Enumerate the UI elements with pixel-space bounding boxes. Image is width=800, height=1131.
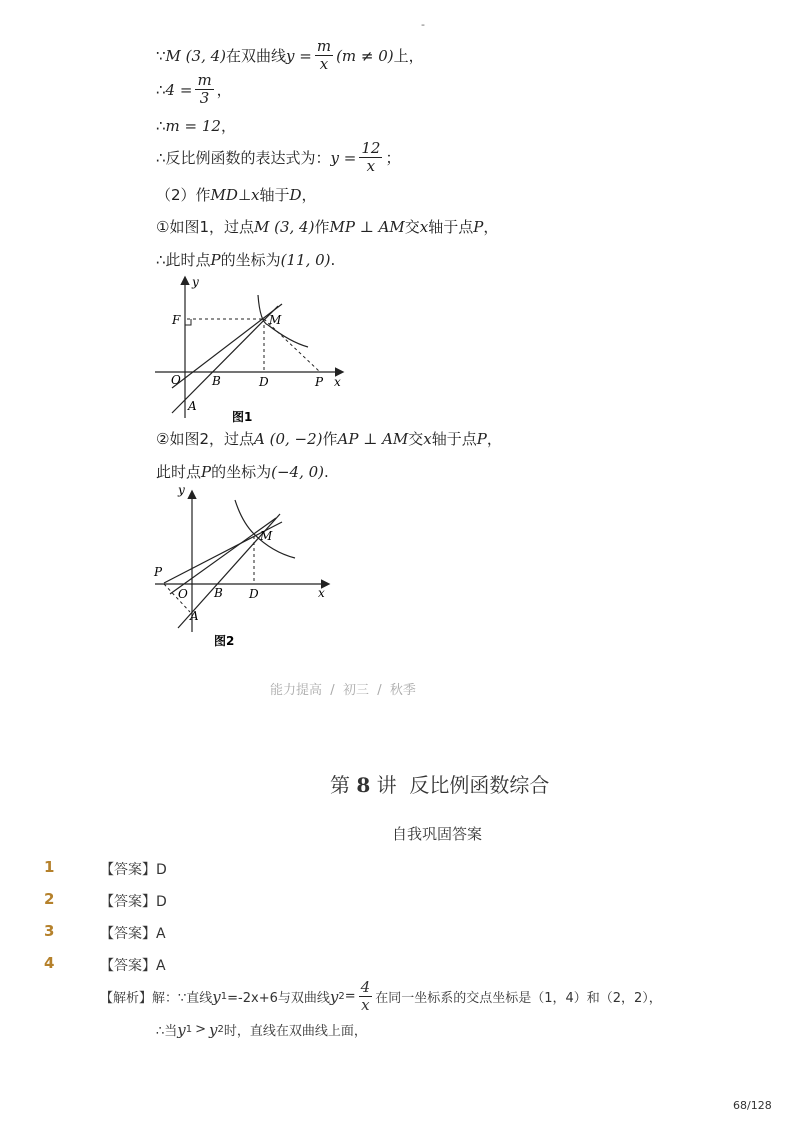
solution-line-4 [156, 140, 400, 175]
label-d: D [249, 587, 259, 601]
text: ， [220, 117, 236, 135]
math-expr: (m ≠ 0) [336, 46, 394, 65]
solution-line-2 [156, 72, 232, 107]
text: 交 [408, 430, 424, 448]
math-expr: M (3, 4) [165, 46, 227, 65]
denominator: 3 [199, 89, 210, 107]
math-expr: x [251, 185, 260, 204]
page-mark: - [421, 18, 425, 31]
page-number: 68/128 [733, 1099, 772, 1112]
figure-caption: 图2 [214, 634, 235, 648]
lecture-prefix: 第 [330, 773, 350, 797]
therefore-symbol: ∴ [156, 116, 166, 135]
numerator: m [197, 71, 212, 89]
figure-2 [150, 482, 350, 652]
subscript: 2 [217, 1024, 224, 1035]
label-a: A [190, 609, 199, 623]
math-expr: (−4, 0) [271, 462, 325, 481]
label-p: P [315, 375, 324, 389]
lecture-number: 8 [356, 773, 371, 797]
math-var: y [209, 1020, 218, 1039]
question-number: 3 [44, 922, 55, 940]
subscript: 2 [338, 991, 345, 1002]
label-o: O [171, 373, 181, 387]
denominator: x [361, 996, 370, 1014]
fraction [359, 140, 382, 175]
text: 轴于点 [431, 430, 477, 448]
math-var: y [329, 987, 339, 1006]
text: 上， [393, 47, 424, 65]
answer-text: 【答案】D [100, 862, 167, 878]
math-expr: y = [330, 148, 357, 167]
text: 的坐标为 [211, 463, 272, 481]
label-y: y [178, 483, 185, 497]
therefore-symbol: ∴ [156, 80, 166, 99]
analysis-tag: 【解析】 [100, 991, 153, 1006]
solution-line-7 [156, 249, 335, 270]
text: （2）作 [156, 186, 211, 204]
analysis-line-2 [156, 1020, 367, 1039]
answer-text: 【答案】A [100, 958, 166, 974]
footer-season: 秋季 [389, 683, 416, 698]
footer-grade: 初三 [342, 683, 369, 698]
math-expr: P [201, 462, 212, 481]
text: ， [486, 430, 502, 448]
denominator: x [366, 157, 376, 175]
label-p: P [154, 565, 163, 579]
math-expr: x [423, 429, 432, 448]
math-expr: MD [210, 185, 238, 204]
label-f: F [172, 313, 181, 327]
label-d: D [259, 375, 269, 389]
math-expr: y = [286, 46, 312, 65]
text: ∴反比例函数的表达式为： [156, 149, 331, 167]
subscript: 1 [220, 991, 228, 1002]
text: 轴于点 [428, 218, 474, 236]
solution-line-5 [156, 184, 317, 205]
because-symbol: ∵ [156, 46, 166, 65]
text: 解：∵直线 [152, 991, 213, 1006]
label-m: M [269, 313, 282, 327]
label-b: B [214, 586, 223, 600]
math-expr: M (3, 4) [254, 217, 315, 236]
footer-separator: / [377, 683, 382, 698]
fraction [195, 72, 213, 107]
analysis-line-1 [100, 979, 662, 1014]
math-expr: P [476, 429, 487, 448]
question-number: 4 [44, 954, 55, 972]
equals: = [344, 989, 356, 1004]
text: ∴当 [156, 1024, 178, 1039]
text: ①如图1，过点 [156, 218, 254, 236]
text: ， [483, 218, 499, 236]
section-title: 自我巩固答案 [392, 825, 483, 843]
text: . [324, 462, 329, 481]
lecture-name: 反比例函数综合 [409, 773, 550, 797]
math-expr: m = 12 [165, 116, 221, 135]
denominator: x [319, 55, 329, 73]
answer-text: 【答案】A [100, 926, 166, 942]
math-var: y [177, 1020, 186, 1039]
math-expr: AP ⊥ AM [337, 429, 409, 448]
lecture-title [330, 769, 549, 798]
text: 作 [314, 218, 330, 236]
text: 在同一坐标系的交点坐标是（1，4）和（2，2）， [375, 991, 662, 1006]
text: 此时点 [156, 463, 202, 481]
solution-line-6 [156, 216, 498, 237]
subscript: 1 [185, 1024, 193, 1035]
math-expr: P [210, 250, 221, 269]
numerator: m [316, 37, 332, 55]
text: ， [301, 186, 317, 204]
text: ； [385, 149, 401, 167]
math-expr: P [473, 217, 484, 236]
text: 时，直线在双曲线上面， [223, 1024, 367, 1039]
label-x: x [334, 375, 341, 389]
figure-1 [150, 270, 370, 430]
text: =-2x+6与双曲线 [227, 991, 330, 1006]
label-o: O [178, 587, 188, 601]
fraction [315, 38, 333, 73]
fraction [359, 979, 373, 1014]
label-b: B [212, 374, 221, 388]
figure-caption: 图1 [232, 410, 253, 424]
math-expr: A (0, −2) [254, 429, 323, 448]
greater-than: > [195, 1022, 207, 1037]
text: 作 [322, 430, 338, 448]
math-var: y [212, 987, 221, 1006]
line-am [172, 306, 278, 413]
text: . [330, 250, 336, 269]
numerator: 4 [360, 978, 371, 996]
label-a: A [188, 399, 197, 413]
text: ∴此时点 [156, 251, 211, 269]
math-expr: 4 = [165, 80, 193, 99]
solution-line-8 [156, 428, 502, 449]
text: ②如图2，过点 [156, 430, 254, 448]
text: 在双曲线 [226, 47, 287, 65]
footer-separator: / [330, 683, 335, 698]
answer-text: 【答案】D [100, 894, 167, 910]
text: 交 [404, 218, 420, 236]
right-angle-mark [185, 319, 191, 325]
label-x: x [318, 586, 325, 600]
math-expr: D [289, 185, 302, 204]
math-expr: x [419, 217, 429, 236]
solution-line-9 [156, 461, 329, 482]
label-m: M [260, 529, 273, 543]
perp-symbol: ⊥ [237, 185, 252, 204]
text: 的坐标为 [220, 251, 281, 269]
footer-course: 能力提高 [270, 683, 323, 698]
text: 轴于 [259, 186, 290, 204]
question-number: 2 [44, 890, 55, 908]
question-number: 1 [44, 858, 55, 876]
math-expr: MP ⊥ AM [329, 217, 405, 236]
page-footer [270, 679, 416, 698]
lecture-suffix: 讲 [376, 773, 397, 797]
math-expr: (11, 0) [280, 250, 331, 269]
solution-line-3 [156, 115, 236, 136]
solution-line-1 [156, 38, 424, 73]
numerator: 12 [361, 139, 381, 157]
label-y: y [192, 275, 199, 289]
text: ， [216, 81, 232, 99]
